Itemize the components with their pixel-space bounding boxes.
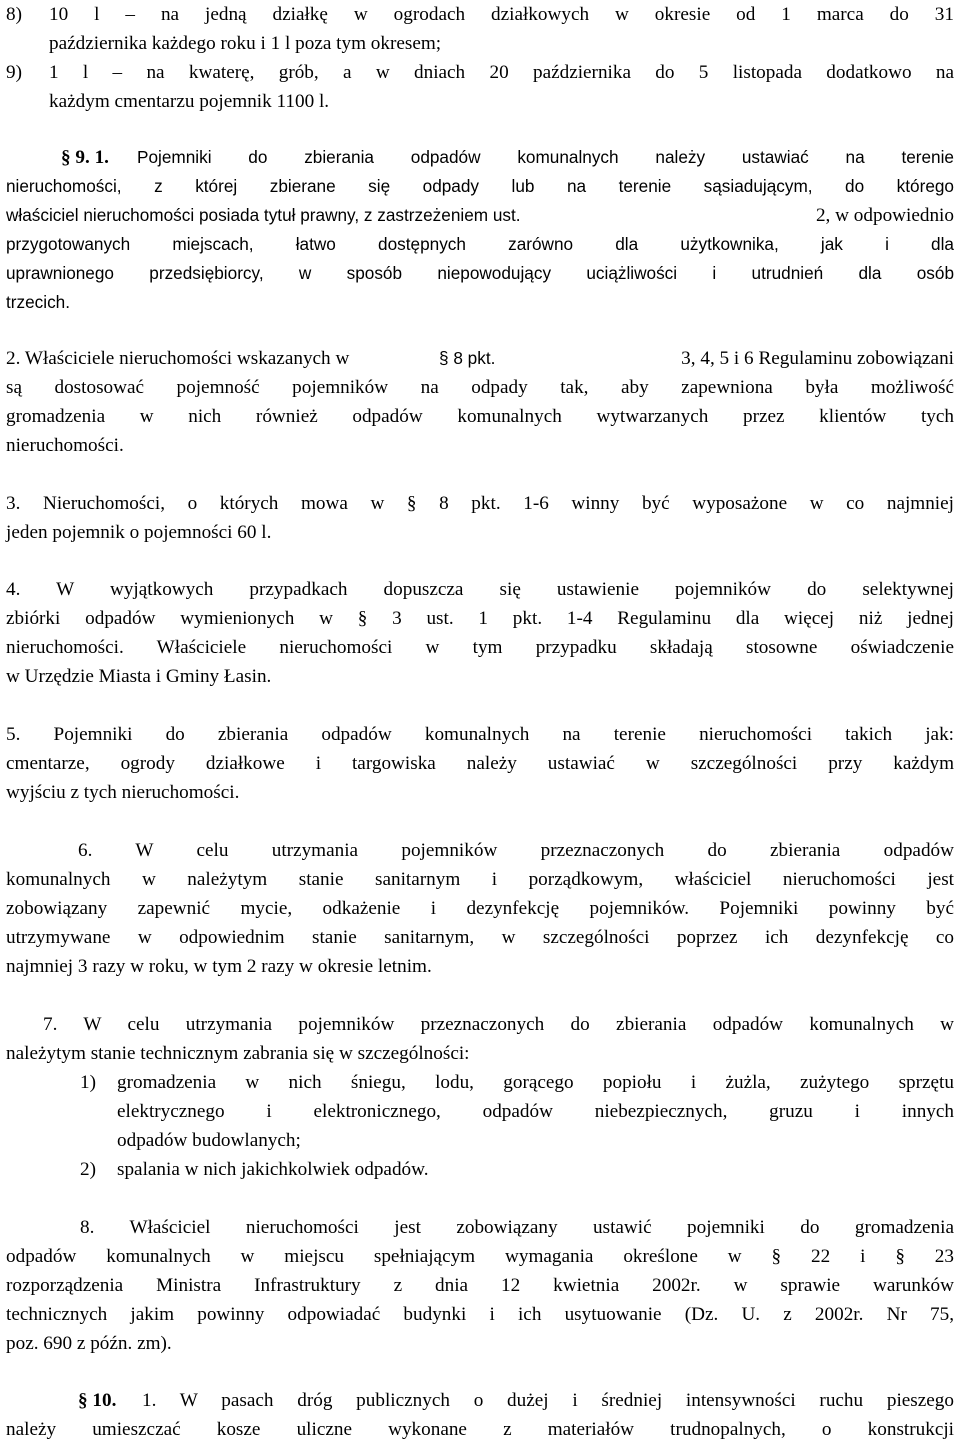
list-item-text: października każdego roku i 1 l poza tym okresem; — [49, 33, 442, 54]
list-item-continuation — [6, 29, 954, 58]
paragraph-line: 3. Nieruchomości, o których mowa w § 8 pkt. 1-6 winny być wyposażone w co najmniej — [6, 493, 954, 514]
list-item-continuation — [6, 87, 954, 116]
list-item-number: 8) — [6, 4, 22, 25]
paragraph-line: komunalnych w należytym stanie sanitarnym i porządkowym, właściciel nieruchomości jest — [6, 869, 954, 890]
paragraph-line: 4. W wyjątkowych przypadkach dopuszcza się ustawienie pojemników do selektywnej — [6, 579, 954, 600]
list-item — [6, 1068, 954, 1097]
paragraph-text: 6. W celu utrzymania pojemników przeznaczonych do zbierania odpadów — [78, 840, 954, 861]
list-item-text: elektrycznego i elektronicznego, odpadów niebezpiecznych, gruzu i innych — [117, 1101, 954, 1122]
list-item — [6, 0, 954, 29]
paragraph-line: zobowiązany zapewnić mycie, odkażenie i dezynfekcję pojemników. Pojemniki powinny być — [6, 898, 954, 919]
list-item-number: 1) — [80, 1072, 96, 1093]
paragraph-text: 2. Właściciele nieruchomości wskazanych w — [6, 348, 350, 369]
paragraph-text: Pojemniki do zbierania odpadów komunalnych należy ustawiać na terenie — [137, 147, 954, 167]
paragraph-line: trzecich. — [6, 292, 70, 312]
list-item-continuation — [6, 1097, 954, 1126]
paragraph-line: nieruchomości, z której zbierane się odpady lub na terenie sąsiadującym, do którego — [6, 176, 954, 196]
list-item-text: spalania w nich jakichkolwiek odpadów. — [117, 1159, 429, 1180]
list-item-number: 9) — [6, 62, 22, 83]
paragraph-line — [6, 344, 954, 373]
paragraph-line — [6, 1213, 954, 1242]
paragraph-line — [6, 836, 954, 865]
paragraph-line — [6, 1010, 954, 1039]
paragraph-line: rozporządzenia Ministra Infrastruktury z dnia 12 kwietnia 2002r. w sprawie warunków — [6, 1275, 954, 1296]
paragraph-line: cmentarze, ogrody działkowe i targowiska należy ustawiać w szczególności przy każdym — [6, 753, 954, 774]
section-9-first-line — [6, 143, 954, 172]
list-item-text: 10 l – na jedną działkę w ogrodach działkowych w okresie od 1 marca do 31 — [49, 4, 954, 25]
paragraph-line: w Urzędzie Miasta i Gminy Łasin. — [6, 666, 272, 687]
paragraph-text: § 8 pkt. — [439, 348, 496, 368]
paragraph-line: 5. Pojemniki do zbierania odpadów komunalnych na terenie nieruchomości takich jak: — [6, 724, 954, 745]
paragraph-line: nieruchomości. Właściciele nieruchomości w tym przypadku składają stosowne oświadczenie — [6, 637, 954, 658]
paragraph-line: utrzymywane w odpowiednim stanie sanitarnym, w szczególności poprzez ich dezynfekcję co — [6, 927, 954, 948]
list-item-text: gromadzenia w nich śniegu, lodu, gorącego popiołu i żużla, zużytego sprzętu — [117, 1072, 954, 1093]
paragraph-line: technicznych jakim powinny odpowiadać budynki i ich usytuowanie (Dz. U. z 2002r. Nr 75, — [6, 1304, 954, 1325]
paragraph-line — [6, 201, 954, 230]
paragraph-line: najmniej 3 razy w roku, w tym 2 razy w okresie letnim. — [6, 956, 432, 977]
list-item — [6, 1155, 954, 1184]
section-10-first-line — [6, 1386, 954, 1415]
paragraph-text: 7. W celu utrzymania pojemników przeznaczonych do zbierania odpadów komunalnych w — [43, 1014, 954, 1035]
paragraph-text: 2, w odpowiednio — [815, 205, 954, 226]
list-item-continuation — [6, 1126, 954, 1155]
list-item-number: 2) — [80, 1159, 96, 1180]
list-item-text: odpadów budowlanych; — [117, 1130, 301, 1151]
paragraph-line: uprawnionego przedsiębiorcy, w sposób niepowodujący uciążliwości i utrudnień dla osób — [6, 263, 954, 283]
paragraph-line: należy umieszczać kosze uliczne wykonane z materiałów trudnopalnych, o konstrukcji — [6, 1419, 954, 1440]
paragraph-line: należytym stanie technicznym zabrania się w szczególności: — [6, 1043, 470, 1064]
paragraph-line: odpadów komunalnych w miejscu spełniającym wymagania określone w § 22 i § 23 — [6, 1246, 954, 1267]
paragraph-text: 8. Właściciel nieruchomości jest zobowiązany ustawić pojemniki do gromadzenia — [80, 1217, 954, 1238]
paragraph-line: nieruchomości. — [6, 435, 124, 456]
list-item — [6, 58, 954, 87]
paragraph-line: jeden pojemnik o pojemności 60 l. — [6, 522, 272, 543]
list-item-text: każdym cmentarzu pojemnik 1100 l. — [49, 91, 330, 112]
paragraph-line: gromadzenia w nich również odpadów komunalnych wytwarzanych przez klientów tych — [6, 406, 954, 427]
paragraph-line: zbiórki odpadów wymienionych w § 3 ust. 1 pkt. 1-4 Regulaminu dla więcej niż jednej — [6, 608, 954, 629]
paragraph-line: są dostosować pojemność pojemników na odpady tak, aby zapewniona była możliwość — [6, 377, 954, 398]
paragraph-line: poz. 690 z późn. zm). — [6, 1333, 172, 1354]
list-item-text: 1 l – na kwaterę, grób, a w dniach 20 października do 5 listopada dodatkowo na — [49, 62, 954, 83]
paragraph-line: wyjściu z tych nieruchomości. — [6, 782, 240, 803]
paragraph-text: 3, 4, 5 i 6 Regulaminu zobowiązani — [681, 348, 954, 369]
section-heading: § 9. 1. — [61, 147, 109, 168]
section-heading: § 10. — [78, 1390, 117, 1411]
paragraph-text: właściciel nieruchomości posiada tytuł prawny, z zastrzeżeniem ust. — [6, 205, 521, 225]
paragraph-text: 1. W pasach dróg publicznych o dużej i średniej intensywności ruchu pieszego — [142, 1390, 954, 1411]
paragraph-line: przygotowanych miejscach, łatwo dostępnych zarówno dla użytkownika, jak i dla — [6, 234, 954, 254]
